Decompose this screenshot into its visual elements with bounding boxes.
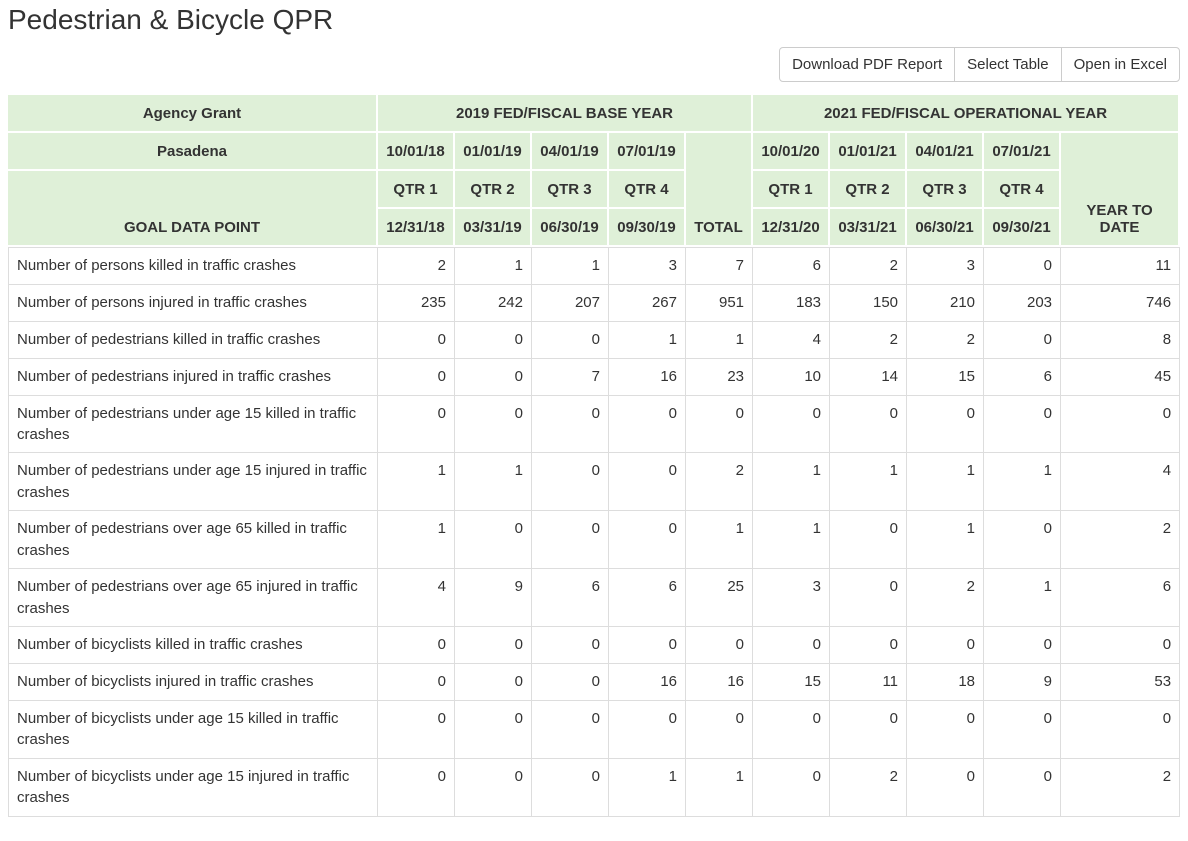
op-qtr4-header: QTR 4 [984,171,1061,209]
table-body [8,247,1180,816]
base-q3-value-cell: 207 [532,285,609,322]
op-qtr1-header: QTR 1 [753,171,830,209]
table-header [8,95,1180,247]
base-q4-value-cell: 1 [609,759,686,817]
total-value-cell: 23 [686,359,753,396]
download-pdf-report-button[interactable]: Download PDF Report [779,47,955,82]
base-q2-value-cell: 9 [455,569,532,627]
op-q1-start-date-header: 10/01/20 [753,133,830,171]
op-q4-value-cell: 0 [984,759,1061,817]
base-q4-value-cell: 3 [609,247,686,284]
base-year-header: 2019 FED/FISCAL BASE YEAR [378,95,753,133]
base-q3-value-cell: 0 [532,511,609,569]
base-q2-value-cell: 0 [455,359,532,396]
table-row [8,627,1180,664]
goal-data-point-label-cell: Number of bicyclists under age 15 injured in traffic crashes [8,759,378,817]
goal-data-point-label-cell: Number of pedestrians over age 65 injured in traffic crashes [8,569,378,627]
base-q3-value-cell: 0 [532,759,609,817]
base-q1-value-cell: 1 [378,511,455,569]
total-value-cell: 951 [686,285,753,322]
op-q1-value-cell: 4 [753,322,830,359]
op-q2-value-cell: 14 [830,359,907,396]
base-q2-value-cell: 242 [455,285,532,322]
year-to-date-value-cell: 45 [1061,359,1180,396]
op-q4-value-cell: 0 [984,396,1061,454]
base-q4-value-cell: 6 [609,569,686,627]
base-q4-value-cell: 1 [609,322,686,359]
op-q3-value-cell: 0 [907,396,984,454]
op-q4-value-cell: 0 [984,247,1061,284]
open-in-excel-button[interactable]: Open in Excel [1061,47,1180,82]
base-q4-start-date-header: 07/01/19 [609,133,686,171]
op-q4-value-cell: 1 [984,453,1061,511]
op-q4-value-cell: 0 [984,322,1061,359]
op-q1-value-cell: 1 [753,453,830,511]
base-q3-value-cell: 0 [532,396,609,454]
total-value-cell: 0 [686,701,753,759]
goal-data-point-label-cell: Number of pedestrians under age 15 killed in traffic crashes [8,396,378,454]
op-q3-value-cell: 18 [907,664,984,701]
header-row-start-dates [8,133,1180,171]
year-to-date-value-cell: 8 [1061,322,1180,359]
base-q3-value-cell: 0 [532,664,609,701]
table-row [8,247,1180,284]
op-q3-value-cell: 0 [907,759,984,817]
year-to-date-value-cell: 6 [1061,569,1180,627]
table-row [8,396,1180,454]
table-row [8,759,1180,817]
total-value-cell: 16 [686,664,753,701]
year-to-date-value-cell: 0 [1061,701,1180,759]
base-q3-value-cell: 0 [532,627,609,664]
goal-data-point-label-cell: Number of pedestrians killed in traffic crashes [8,322,378,359]
total-value-cell: 7 [686,247,753,284]
goal-data-point-label-cell: Number of pedestrians injured in traffic crashes [8,359,378,396]
base-q2-start-date-header: 01/01/19 [455,133,532,171]
op-q2-value-cell: 0 [830,569,907,627]
year-to-date-value-cell: 0 [1061,396,1180,454]
base-qtr3-header: QTR 3 [532,171,609,209]
table-row [8,569,1180,627]
base-q3-value-cell: 0 [532,322,609,359]
goal-data-point-label-cell: Number of bicyclists killed in traffic crashes [8,627,378,664]
base-q1-value-cell: 0 [378,664,455,701]
op-q3-value-cell: 1 [907,511,984,569]
base-q2-value-cell: 0 [455,322,532,359]
goal-data-point-label-cell: Number of persons injured in traffic crashes [8,285,378,322]
op-q3-start-date-header: 04/01/21 [907,133,984,171]
op-q2-value-cell: 0 [830,627,907,664]
base-q3-value-cell: 6 [532,569,609,627]
table-row [8,511,1180,569]
base-qtr1-header: QTR 1 [378,171,455,209]
op-q1-value-cell: 15 [753,664,830,701]
year-to-date-value-cell: 2 [1061,759,1180,817]
base-q1-value-cell: 0 [378,396,455,454]
base-q2-end-date-header: 03/31/19 [455,209,532,247]
base-q2-value-cell: 0 [455,664,532,701]
year-to-date-header: YEAR TO DATE [1061,133,1180,247]
op-q3-value-cell: 0 [907,627,984,664]
base-q4-value-cell: 0 [609,453,686,511]
base-q2-value-cell: 0 [455,396,532,454]
op-q3-value-cell: 2 [907,322,984,359]
base-q1-value-cell: 0 [378,359,455,396]
op-q1-value-cell: 0 [753,396,830,454]
total-value-cell: 2 [686,453,753,511]
base-q1-value-cell: 0 [378,627,455,664]
op-q4-value-cell: 9 [984,664,1061,701]
op-q1-value-cell: 6 [753,247,830,284]
base-q1-value-cell: 0 [378,322,455,359]
toolbar [8,47,1180,82]
op-q4-value-cell: 0 [984,701,1061,759]
total-header: TOTAL [686,133,753,247]
op-q4-value-cell: 0 [984,627,1061,664]
page-title: Pedestrian & Bicycle QPR [8,4,334,35]
base-q4-value-cell: 16 [609,664,686,701]
base-q2-value-cell: 1 [455,453,532,511]
table-row [8,664,1180,701]
base-q3-value-cell: 7 [532,359,609,396]
goal-data-point-label-cell: Number of persons killed in traffic crashes [8,247,378,284]
op-q4-end-date-header: 09/30/21 [984,209,1061,247]
op-q2-value-cell: 0 [830,511,907,569]
op-qtr3-header: QTR 3 [907,171,984,209]
op-q2-value-cell: 0 [830,701,907,759]
op-q1-value-cell: 0 [753,759,830,817]
total-value-cell: 0 [686,627,753,664]
op-q1-value-cell: 3 [753,569,830,627]
op-q4-value-cell: 1 [984,569,1061,627]
op-q1-value-cell: 0 [753,627,830,664]
base-q1-value-cell: 4 [378,569,455,627]
base-q4-value-cell: 0 [609,627,686,664]
op-q2-start-date-header: 01/01/21 [830,133,907,171]
op-q3-value-cell: 2 [907,569,984,627]
goal-data-point-label-cell: Number of pedestrians under age 15 injured in traffic crashes [8,453,378,511]
table-row [8,322,1180,359]
op-q2-value-cell: 2 [830,759,907,817]
op-q2-value-cell: 0 [830,396,907,454]
base-q1-value-cell: 2 [378,247,455,284]
year-to-date-value-cell: 11 [1061,247,1180,284]
op-q2-value-cell: 2 [830,322,907,359]
op-q3-value-cell: 210 [907,285,984,322]
op-q1-value-cell: 0 [753,701,830,759]
goal-data-point-header: GOAL DATA POINT [8,171,378,247]
op-q1-value-cell: 10 [753,359,830,396]
total-value-cell: 25 [686,569,753,627]
year-to-date-value-cell: 0 [1061,627,1180,664]
base-qtr2-header: QTR 2 [455,171,532,209]
base-q3-value-cell: 1 [532,247,609,284]
agency-grant-header: Agency Grant [8,95,378,133]
table-row [8,453,1180,511]
base-q2-value-cell: 0 [455,511,532,569]
year-to-date-value-cell: 4 [1061,453,1180,511]
base-q1-value-cell: 0 [378,759,455,817]
total-value-cell: 1 [686,759,753,817]
base-q2-value-cell: 0 [455,627,532,664]
goal-data-point-label-cell: Number of pedestrians over age 65 killed in traffic crashes [8,511,378,569]
total-value-cell: 1 [686,322,753,359]
op-q2-value-cell: 2 [830,247,907,284]
base-q1-start-date-header: 10/01/18 [378,133,455,171]
base-q2-value-cell: 0 [455,759,532,817]
op-q4-value-cell: 6 [984,359,1061,396]
op-q3-value-cell: 1 [907,453,984,511]
qpr-table [8,95,1180,816]
base-qtr4-header: QTR 4 [609,171,686,209]
year-to-date-value-cell: 746 [1061,285,1180,322]
goal-data-point-label-cell: Number of bicyclists injured in traffic crashes [8,664,378,701]
op-q4-value-cell: 203 [984,285,1061,322]
header-row-quarters [8,171,1180,209]
header-row-groups [8,95,1180,133]
base-q4-value-cell: 0 [609,396,686,454]
base-q4-value-cell: 0 [609,701,686,759]
base-q1-value-cell: 235 [378,285,455,322]
goal-data-point-label-cell: Number of bicyclists under age 15 killed in traffic crashes [8,701,378,759]
base-q1-value-cell: 0 [378,701,455,759]
op-q2-value-cell: 11 [830,664,907,701]
table-row [8,285,1180,322]
op-q4-value-cell: 0 [984,511,1061,569]
op-q3-end-date-header: 06/30/21 [907,209,984,247]
op-qtr2-header: QTR 2 [830,171,907,209]
base-q2-value-cell: 0 [455,701,532,759]
base-q2-value-cell: 1 [455,247,532,284]
op-q2-value-cell: 1 [830,453,907,511]
base-q1-value-cell: 1 [378,453,455,511]
base-q3-value-cell: 0 [532,701,609,759]
base-q4-value-cell: 0 [609,511,686,569]
op-q1-value-cell: 1 [753,511,830,569]
total-value-cell: 0 [686,396,753,454]
base-q4-value-cell: 267 [609,285,686,322]
base-q3-start-date-header: 04/01/19 [532,133,609,171]
base-q1-end-date-header: 12/31/18 [378,209,455,247]
agency-name-header: Pasadena [8,133,378,171]
op-q3-value-cell: 0 [907,701,984,759]
total-value-cell: 1 [686,511,753,569]
year-to-date-value-cell: 53 [1061,664,1180,701]
year-to-date-value-cell: 2 [1061,511,1180,569]
operational-year-header: 2021 FED/FISCAL OPERATIONAL YEAR [753,95,1180,133]
base-q3-value-cell: 0 [532,453,609,511]
op-q1-end-date-header: 12/31/20 [753,209,830,247]
base-q4-value-cell: 16 [609,359,686,396]
op-q2-end-date-header: 03/31/21 [830,209,907,247]
op-q4-start-date-header: 07/01/21 [984,133,1061,171]
op-q1-value-cell: 183 [753,285,830,322]
op-q2-value-cell: 150 [830,285,907,322]
base-q3-end-date-header: 06/30/19 [532,209,609,247]
table-row [8,701,1180,759]
base-q4-end-date-header: 09/30/19 [609,209,686,247]
op-q3-value-cell: 15 [907,359,984,396]
toolbar-button-group [779,47,1180,82]
select-table-button[interactable]: Select Table [954,47,1061,82]
op-q3-value-cell: 3 [907,247,984,284]
table-row [8,359,1180,396]
